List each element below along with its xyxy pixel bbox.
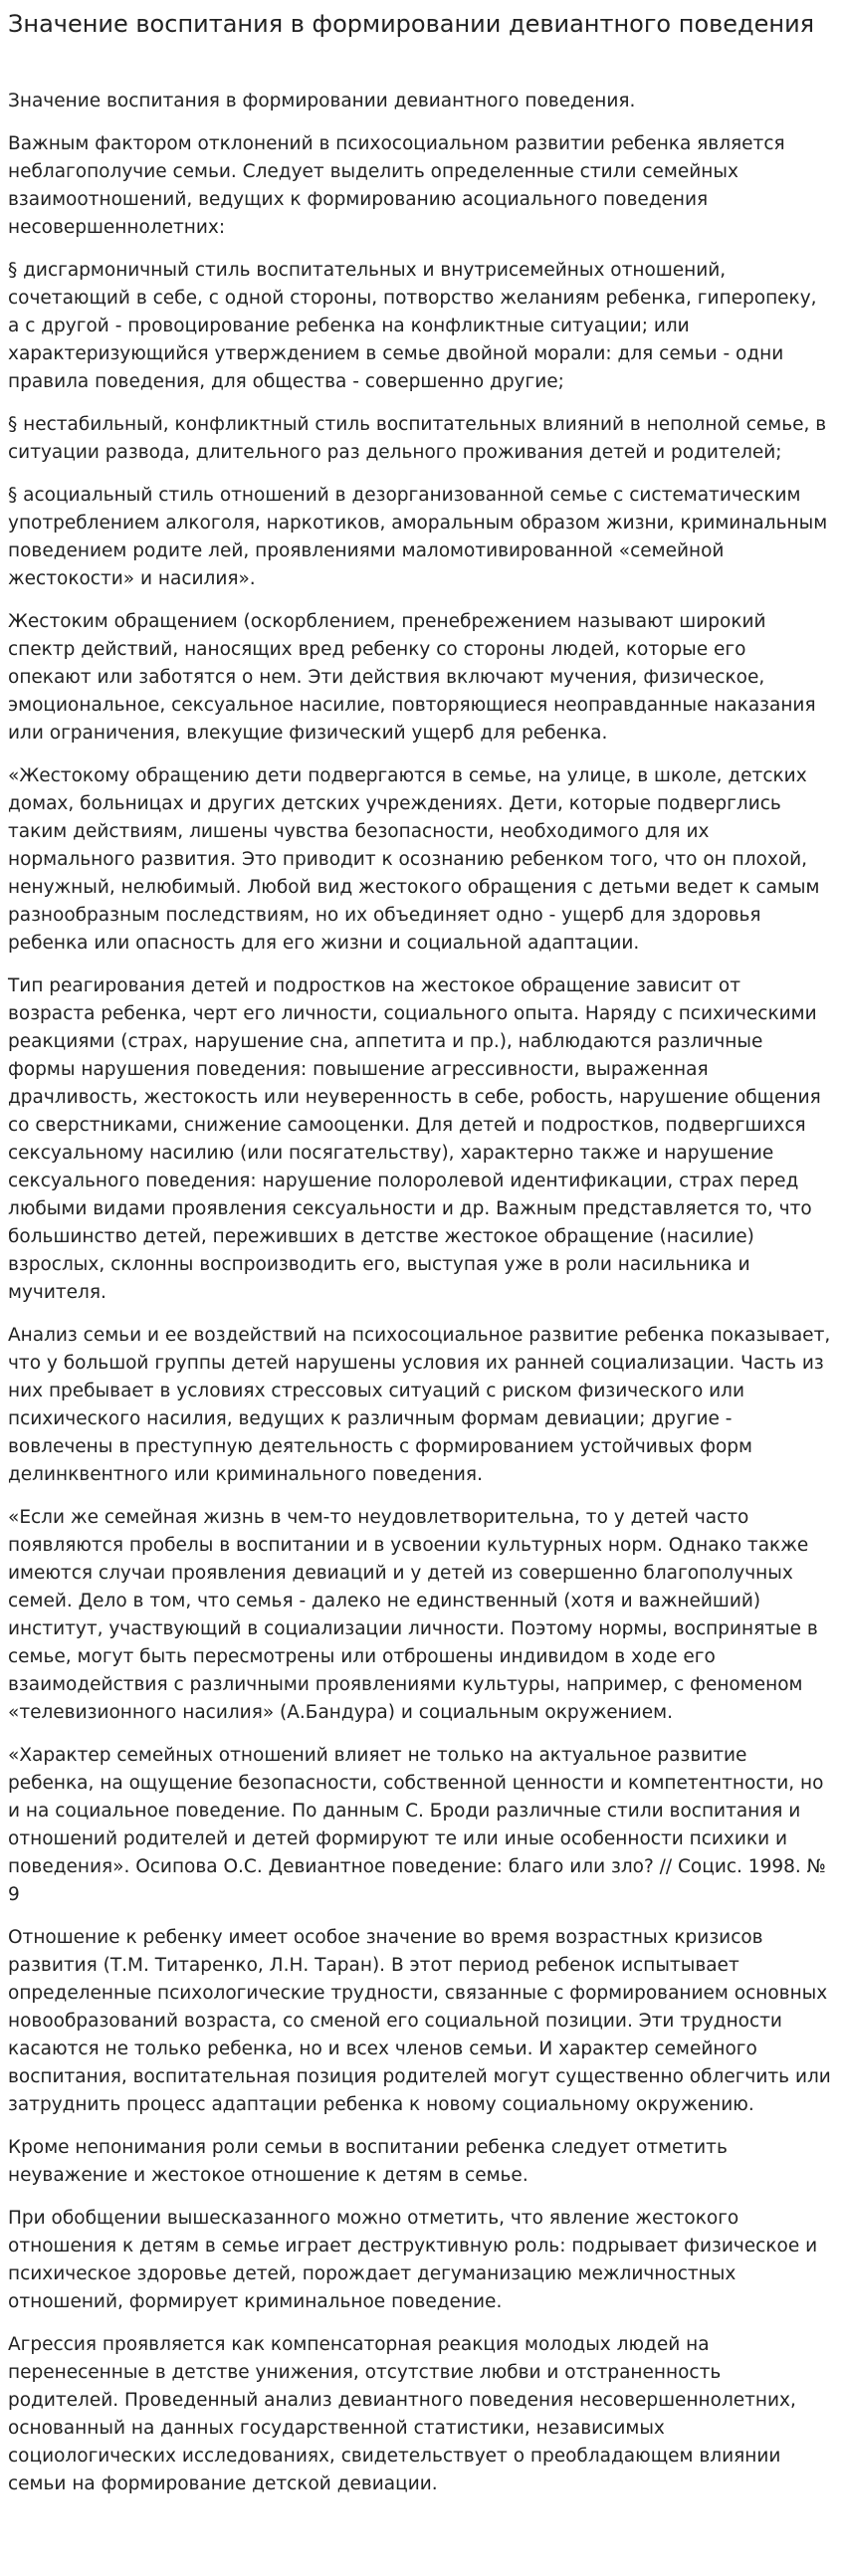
paragraph-3: § дисгармоничный стиль воспитательных и внутрисемейных отношений, сочетающий в себе, с одной стороны, потворство желаниям ребенка, гиперопеку, а с другой - провоцирование ребенка на конфликтные ситуации; или характеризующийся утверждением в семье двойной морали: для семьи - одни правила поведения, для общества - совершенно другие; <box>8 260 817 392</box>
paragraph-15: Агрессия проявляется как компенсаторная реакция молодых людей на перенесенные в детстве унижения, отсутствие любви и отстраненность родителей. Проведенный анализ девиантного поведения несовершеннолетних, основанный на данных государственной статистики, независимых социологических исследованиях, свидетельствует о преобладающем влиянии семьи на формирование детской девиации. <box>8 2334 796 2494</box>
paragraph-11: «Характер семейных отношений влияет не только на актуальное развитие ребенка, на ощущение безопасности, собственной ценности и компетентности, но и на социальное поведение. По данным С. Броди различные стили воспитания и отношений родителей и детей формируют те или иные особенности психики и поведения». Осипова О.С. Девиантное поведение: благо или зло? // Социс. 1998. № 9 <box>8 1745 826 1905</box>
paragraph-8: Тип реагирования детей и подростков на жестокое обращение зависит от возраста ребенка, черт его личности, социального опыта. Наряду с психическими реакциями (страх, нарушение сна, аппетита и пр.), наблюдаются различные формы нарушения поведения: повышение агрессивности, выраженная драчливость, жестокость или неуверенность в себе, робость, нарушение общения со сверстниками, снижение самооценки. Для детей и подростков, подвергшихся сексуальному насилию (или посягательству), характерно также и нарушение сексуального поведения: нарушение полоролевой идентификации, страх перед любыми видами проявления сексуальности и др. Важным представляется то, что большинство детей, переживших в детстве жестокое обращение (насилие) взрослых, склонны воспроизводить его, выступая уже в роли насильника и мучителя. <box>8 975 821 1303</box>
paragraph-1: Значение воспитания в формировании девиантного поведения. <box>8 91 636 111</box>
paragraph-14: При обобщении вышесказанного можно отметить, что явление жестокого отношения к детям в семье играет деструктивную роль: подрывает физическое и психическое здоровье детей, порождает дегуманизацию межличностных отношений, формирует криминальное поведение. <box>8 2208 818 2312</box>
paragraph-7: «Жестокому обращению дети подвергаются в семье, на улице, в школе, детских домах, больницах и других детских учреждениях. Дети, которые подверглись таким действиям, лишены чувства безопасности, необходимого для их нормального развития. Это приводит к осознанию ребенком того, что он плохой, ненужный, нелюбимый. Любой вид жестокого обращения с детьми ведет к самым разнообразным последствиям, но их объединяет одно - ущерб для здоровья ребенка или опасность для его жизни и социальной адаптации. <box>8 765 820 954</box>
article-body <box>8 40 833 2498</box>
paragraph-13: Кроме непонимания роли семьи в воспитании ребенка следует отметить неуважение и жестокое отношение к детям в семье. <box>8 2137 728 2186</box>
article-title: Значение воспитания в формировании девиантного поведения <box>8 10 815 38</box>
paragraph-5: § асоциальный стиль отношений в дезорганизованной семье с систематическим употреблением алкоголя, наркотиков, аморальным образом жизни, криминальным поведением родите лей, проявлениями маломотивированной «семейной жестокости» и насилия». <box>8 485 828 589</box>
paragraph-12: Отношение к ребенку имеет особое значение во время возрастных кризисов развития (Т.М. Титаренко, Л.Н. Таран). В этот период ребенок испытывает определенные психологические трудности, связанные с формированием основных новообразований возраста, со сменой его социальной позиции. Эти трудности касаются не только ребенка, но и всех членов семьи. И характер семейного воспитания, воспитательная позиция родителей могут существенно облегчить или затруднить процесс адаптации ребенка к новому социальному окружению. <box>8 1927 831 2115</box>
paragraph-10: «Если же семейная жизнь в чем-то неудовлетворительна, то у детей часто появляются пробелы в воспитании и в усвоении культурных норм. Однако также имеются случаи проявления девиаций и у детей из совершенно благополучных семей. Дело в том, что семья - далеко не единственный (хотя и важнейший) институт, участвующий в социализации личности. Поэтому нормы, воспринятые в семье, могут быть пересмотрены или отброшены индивидом в ходе его взаимодействия с различными проявлениями культуры, например, с феноменом «телевизионного насилия» (А.Бандура) и социальным окружением. <box>8 1507 818 1723</box>
paragraph-4: § нестабильный, конфликтный стиль воспитательных влияний в неполной семье, в ситуации развода, длительного раз дельного проживания детей и родителей; <box>8 414 827 463</box>
paragraph-2: Важным фактором отклонений в психосоциальном развитии ребенка является неблагополучие семьи. Следует выделить определенные стили семейных взаимоотношений, ведущих к формированию асоциального поведения несовершеннолетних: <box>8 133 785 238</box>
paragraph-6: Жестоким обращением (оскорблением, пренебрежением называют широкий спектр действий, наносящих вред ребенку со стороны людей, которые его опекают или заботятся о нем. Эти действия включают мучения, физическое, эмоциональное, сексуальное насилие, повторяющиеся неоправданные наказания или ограничения, влекущие физический ущерб для ребенка. <box>8 611 816 744</box>
paragraph-9: Анализ семьи и ее воздействий на психосоциальное развитие ребенка показывает, что у большой группы детей нарушены условия их ранней социализации. Часть из них пребывает в условиях стрессовых ситуаций с риском физического или психического насилия, ведущих к различным формам девиации; другие - вовлечены в преступную деятельность с формированием устойчивых форм делинквентного или криминального поведения. <box>8 1325 831 1485</box>
